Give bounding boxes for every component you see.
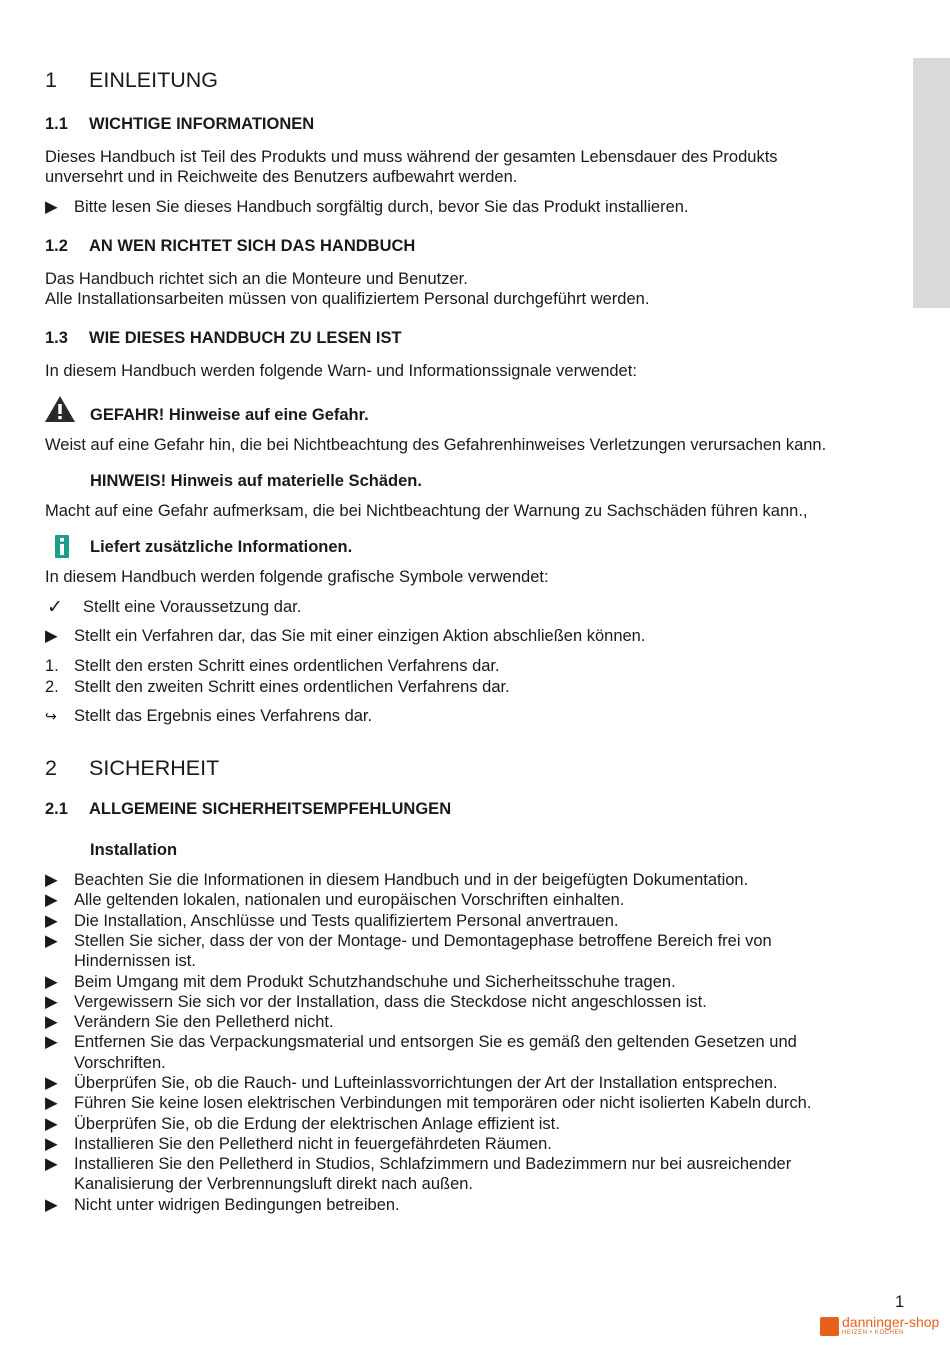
subsection-number: 2.1 (45, 800, 68, 818)
subsection-title: AN WEN RICHTET SICH DAS HANDBUCH (89, 237, 416, 255)
symbol-description: Stellt den ersten Schritt eines ordentlichen Verfahrens dar. (74, 657, 500, 675)
triangle-bullet-icon: ▶ (45, 871, 58, 889)
logo-name: danninger-shop (842, 1314, 940, 1330)
triangle-bullet-icon: ▶ (45, 1013, 58, 1032)
paragraph-line: Das Handbuch richtet sich an die Monteure und Benutzer. (45, 270, 468, 288)
symbol-description: Stellt ein Verfahren dar, das Sie mit einer einzigen Aktion abschließen können. (74, 627, 646, 645)
triangle-bullet-icon: ▶ (45, 1114, 58, 1133)
list-item-text: Überprüfen Sie, ob die Rauch- und Lufteinlassvorrichtungen der Art der Installation entsprechen. (74, 1074, 778, 1092)
triangle-bullet-icon: ▶ (45, 1195, 58, 1214)
result-arrow-icon: ↪ (45, 708, 57, 724)
list-item-text: Vorschriften. (74, 1053, 166, 1072)
danger-description: Weist auf eine Gefahr hin, die bei Nichtbeachtung des Gefahrenhinweises Verletzungen verursachen kann. (45, 436, 827, 454)
page-tab-marker (913, 58, 950, 308)
page-number: 1 (895, 1293, 905, 1311)
paragraph-line: In diesem Handbuch werden folgende grafische Symbole verwendet: (45, 568, 549, 586)
section-title: EINLEITUNG (89, 68, 219, 92)
list-item-text: Alle geltenden lokalen, nationalen und europäischen Vorschriften einhalten. (74, 891, 625, 910)
logo-tagline: HEIZEN • KOCHEN (842, 1330, 905, 1336)
list-item-text: Hindernissen ist. (74, 952, 196, 971)
step-number: 2. (45, 678, 59, 696)
list-item-text: Überprüfen Sie, ob die Erdung der elektrischen Anlage effizient ist. (74, 1114, 560, 1133)
subsection-1-3-heading (45, 329, 645, 349)
list-item-text: Entfernen Sie das Verpackungsmaterial und entsorgen Sie es gemäß den geltenden Gesetzen und (74, 1033, 797, 1052)
list-item-text: Nicht unter widrigen Bedingungen betreiben. (74, 1195, 400, 1214)
list-item-text: Kanalisierung der Verbrennungsluft direkt nach außen. (74, 1175, 474, 1194)
paragraph-line: Alle Installationsarbeiten müssen von qualifiziertem Personal durchgeführt werden. (45, 290, 650, 308)
info-icon (55, 535, 69, 558)
list-item-text: Führen Sie keine losen elektrischen Verbindungen mit temporären oder nicht isolierten Kabeln durch. (74, 1094, 812, 1113)
section-title: SICHERHEIT (89, 756, 220, 780)
subsection-title: ALLGEMEINE SICHERHEITSEMPFEHLUNGEN (89, 800, 452, 818)
list-item-text: Stellen Sie sicher, dass der von der Montage- und Demontagephase betroffene Bereich frei von (74, 931, 772, 950)
warning-triangle-icon (44, 395, 76, 423)
section-number: 2 (45, 756, 57, 780)
list-item-text: Beachten Sie die Informationen in diesem Handbuch und in der beigefügten Dokumentation. (74, 871, 749, 889)
subsection-2-1-heading (45, 800, 645, 820)
paragraph-line: Dieses Handbuch ist Teil des Produkts und muss während der gesamten Lebensdauer des Produkts (45, 148, 778, 166)
triangle-bullet-icon: ▶ (45, 931, 58, 950)
triangle-bullet-icon: ▶ (45, 1134, 58, 1153)
triangle-bullet-icon: ▶ (45, 1155, 58, 1174)
section-2-heading (45, 756, 545, 784)
info-title: Liefert zusätzliche Informationen. (90, 538, 353, 556)
section-1-heading (45, 68, 545, 96)
subsection-1-1-heading (45, 115, 645, 135)
step-number: 1. (45, 657, 59, 675)
logo-mark-icon (820, 1317, 839, 1336)
symbol-description: Stellt eine Voraussetzung dar. (83, 598, 302, 616)
subsection-number: 1.1 (45, 115, 68, 133)
triangle-bullet-icon: ▶ (45, 1033, 58, 1052)
section-number: 1 (45, 68, 57, 92)
list-item-text: Installieren Sie den Pelletherd in Studios, Schlafzimmern und Badezimmern nur bei ausreichender (74, 1155, 792, 1174)
subsection-1-2-heading (45, 237, 645, 257)
notice-description: Macht auf eine Gefahr aufmerksam, die bei Nichtbeachtung der Warnung zu Sachschäden führen kann., (45, 502, 808, 520)
list-item-text: Installieren Sie den Pelletherd nicht in feuergefährdeten Räumen. (74, 1134, 552, 1153)
triangle-bullet-icon: ▶ (45, 911, 58, 930)
triangle-bullet-icon: ▶ (45, 972, 58, 991)
paragraph-line: In diesem Handbuch werden folgende Warn- und Informationssignale verwendet: (45, 362, 637, 380)
checkmark-icon: ✓ (47, 597, 63, 618)
list-item-text: Die Installation, Anschlüsse und Tests qualifiziertem Personal anvertrauen. (74, 911, 619, 930)
subsection-number: 1.3 (45, 329, 68, 347)
notice-title: HINWEIS! Hinweis auf materielle Schäden. (90, 472, 422, 490)
triangle-bullet-icon: ▶ (45, 992, 58, 1011)
subsection-number: 1.2 (45, 237, 68, 255)
symbol-description: Stellt das Ergebnis eines Verfahrens dar. (74, 707, 373, 725)
subheading-installation: Installation (90, 841, 178, 859)
list-item-text: Beim Umgang mit dem Produkt Schutzhandschuhe und Sicherheitsschuhe tragen. (74, 972, 676, 991)
subsection-title: WIE DIESES HANDBUCH ZU LESEN IST (89, 329, 402, 347)
triangle-bullet-icon: ▶ (45, 198, 58, 216)
brand-logo (820, 1316, 944, 1338)
symbol-description: Stellt den zweiten Schritt eines ordentlichen Verfahrens dar. (74, 678, 510, 696)
subsection-title: WICHTIGE INFORMATIONEN (89, 115, 315, 133)
danger-title: GEFAHR! Hinweise auf eine Gefahr. (90, 406, 369, 424)
triangle-bullet-icon: ▶ (45, 627, 58, 645)
triangle-bullet-icon: ▶ (45, 1094, 58, 1113)
paragraph-line: unversehrt und in Reichweite des Benutzers aufbewahrt werden. (45, 168, 518, 186)
triangle-bullet-icon: ▶ (45, 891, 58, 910)
list-item-text: Vergewissern Sie sich vor der Installation, dass die Steckdose nicht angeschlossen ist. (74, 992, 707, 1011)
list-item-text: Verändern Sie den Pelletherd nicht. (74, 1013, 334, 1032)
triangle-bullet-icon: ▶ (45, 1074, 58, 1092)
